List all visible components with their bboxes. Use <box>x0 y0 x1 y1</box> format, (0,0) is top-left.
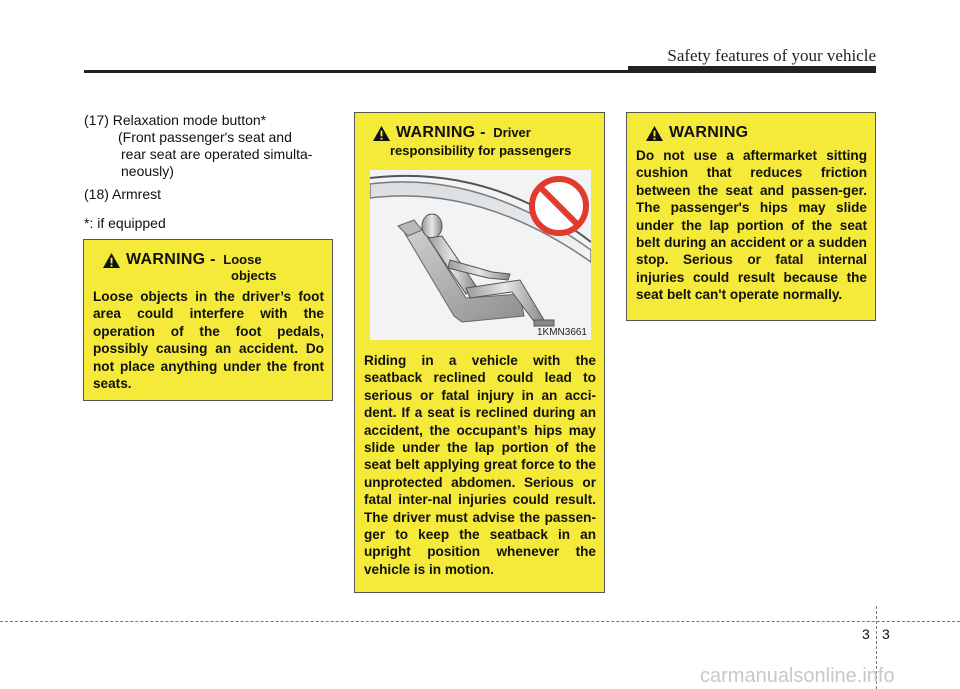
left-column-text <box>84 112 334 232</box>
footnote-if-equipped: *: if equipped <box>84 215 166 231</box>
prohibition-icon <box>532 179 586 233</box>
watermark: carmanualsonline.info <box>700 665 895 687</box>
warning-body: Riding in a vehicle with the seatback reclined could lead to serious or fatal injury in an acci-dent. If a seat is reclined during an accident, the occupant’s hips may slide under the lap portion of the seat belt applying great force to the unprotected abdomen. Serious or fatal inter-nal injuries could result. The driver must advise the passen-ger to keep the seatback in an upright position whenever the vehicle is in motion. <box>364 353 596 577</box>
illustration-reclined-seat <box>370 170 591 340</box>
item-17: (17) Relaxation mode button* <box>84 112 267 128</box>
warning-subtitle-line2: responsibility for passengers <box>390 143 572 158</box>
item-17-note-line3: neously) <box>121 163 174 179</box>
warning-subtitle-line1: Loose <box>223 252 262 267</box>
warning-body: Do not use a aftermarket sitting cushion that reduces friction between the seat and passen-ger. The passenger's hips may slide under the lap portion of the seat belt during an accident or a sudden stop. Serious or fatal internal injuries could result because the seat belt can't operate normally. <box>636 148 867 303</box>
chapter-number: 3 <box>862 626 870 642</box>
illustration-code: 1KMN3661 <box>536 327 587 338</box>
warning-label: WARNING - <box>126 251 216 268</box>
footer-rule <box>0 621 960 622</box>
warning-label: WARNING - <box>396 124 486 141</box>
warning-header <box>364 124 596 142</box>
warning-subtitle-line2: objects <box>231 268 277 283</box>
page-header-title: Safety features of your vehicle <box>667 46 876 65</box>
item-18: (18) Armrest <box>84 186 162 202</box>
page-number: 3 <box>882 626 890 642</box>
warning-triangle-icon <box>102 252 121 269</box>
warning-box-loose-objects <box>83 239 333 401</box>
warning-triangle-icon <box>372 125 391 142</box>
warning-box-sitting-cushion <box>626 112 876 321</box>
warning-label: WARNING <box>669 124 749 141</box>
reclined-passenger-illustration <box>370 170 591 340</box>
warning-subtitle-line1: Driver <box>493 125 531 140</box>
header-tab <box>628 66 876 73</box>
warning-header <box>636 124 867 142</box>
warning-body: Loose objects in the driver’s foot area could interfere with the operation of the foot pedals, possibly causing an accident. Do not place anything under the front seats. <box>93 289 324 392</box>
warning-triangle-icon <box>645 125 664 142</box>
warning-box-driver-responsibility <box>354 112 605 593</box>
warning-header <box>93 251 324 283</box>
item-17-note-line1: (Front passenger's seat and <box>118 129 292 145</box>
item-17-note-line2: rear seat are operated simulta- <box>121 146 313 162</box>
